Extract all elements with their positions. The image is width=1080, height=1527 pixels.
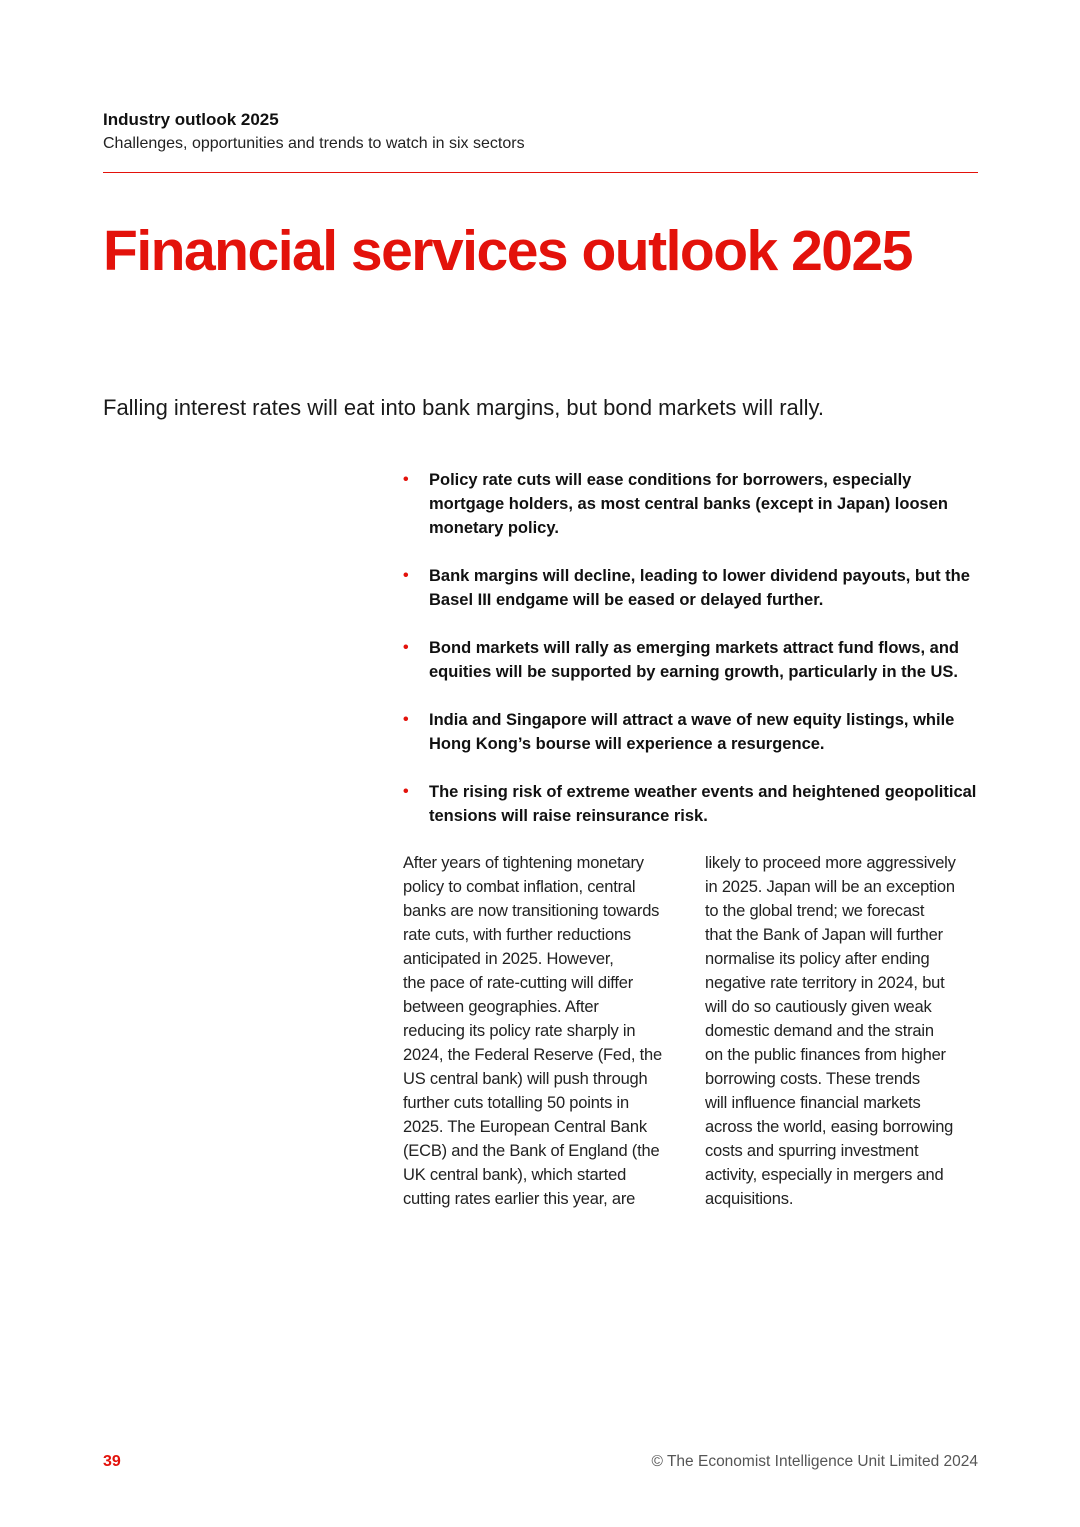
body-line: domestic demand and the strain: [705, 1022, 934, 1040]
body-line: rate cuts, with further reductions: [403, 926, 631, 944]
body-line: will do so cautiously given weak: [705, 998, 932, 1016]
body-line: acquisitions.: [705, 1190, 794, 1208]
page-number: 39: [103, 1453, 121, 1470]
report-title: Industry outlook 2025: [103, 110, 279, 129]
key-point-text: Bond markets will rally as emerging markets attract fund flows, and equities will be supported by earning growth, particularly in the US.: [429, 639, 959, 681]
body-line: between geographies. After: [403, 998, 599, 1016]
key-point: [403, 708, 983, 756]
body-line: in 2025. Japan will be an exception: [705, 878, 955, 896]
body-line: that the Bank of Japan will further: [705, 926, 943, 944]
body-column-2: [705, 851, 977, 1211]
body-line: reducing its policy rate sharply in: [403, 1022, 636, 1040]
body-line: further cuts totalling 50 points in: [403, 1094, 629, 1112]
body-line: negative rate territory in 2024, but: [705, 974, 945, 992]
key-point-text: Bank margins will decline, leading to lower dividend payouts, but the Basel III endgame will be eased or delayed further.: [429, 567, 970, 609]
body-line: cutting rates earlier this year, are: [403, 1190, 636, 1208]
body-line: 2025. The European Central Bank: [403, 1118, 647, 1136]
body-line: costs and spurring investment: [705, 1142, 919, 1160]
body-line: across the world, easing borrowing: [705, 1118, 954, 1136]
body-line: 2024, the Federal Reserve (Fed, the: [403, 1046, 662, 1064]
key-point-text: Policy rate cuts will ease conditions for borrowers, especially mortgage holders, as most central banks (except in Japan) loosen monetary policy.: [429, 471, 948, 537]
body-line: borrowing costs. These trends: [705, 1070, 920, 1088]
body-line: the pace of rate-cutting will differ: [403, 974, 634, 992]
key-point: [403, 780, 983, 828]
key-point: [403, 564, 983, 612]
bullet-icon: •: [403, 567, 409, 584]
standfirst: Falling interest rates will eat into bank margins, but bond markets will rally.: [103, 395, 825, 420]
bullet-icon: •: [403, 711, 409, 728]
body-line: banks are now transitioning towards: [403, 902, 660, 920]
header-divider: [103, 172, 978, 173]
body-line: policy to combat inflation, central: [403, 878, 636, 896]
key-point: [403, 468, 983, 540]
bullet-icon: •: [403, 471, 409, 488]
body-line: (ECB) and the Bank of England (the: [403, 1142, 660, 1160]
copyright-notice: © The Economist Intelligence Unit Limited 2024: [651, 1453, 978, 1470]
running-header: [103, 108, 978, 156]
body-column-1: [403, 851, 675, 1211]
body-line: to the global trend; we forecast: [705, 902, 925, 920]
body-line: on the public finances from higher: [705, 1046, 946, 1064]
body-line: will influence financial markets: [705, 1094, 921, 1112]
report-subtitle: Challenges, opportunities and trends to watch in six sectors: [103, 135, 525, 152]
key-point-text: The rising risk of extreme weather events and heightened geopolitical tensions will raise reinsurance risk.: [429, 783, 977, 825]
key-point-text: India and Singapore will attract a wave of new equity listings, while Hong Kong’s bourse will experience a resurgence.: [429, 711, 955, 753]
key-point: [403, 636, 983, 684]
body-line: anticipated in 2025. However,: [403, 950, 614, 968]
body-line: likely to proceed more aggressively: [705, 854, 956, 872]
key-points-list: [403, 468, 983, 852]
page-title: Financial services outlook 2025: [103, 219, 912, 283]
bullet-icon: •: [403, 639, 409, 656]
body-line: UK central bank), which started: [403, 1166, 627, 1184]
body-line: normalise its policy after ending: [705, 950, 930, 968]
body-text: [403, 851, 978, 1211]
body-line: After years of tightening monetary: [403, 854, 644, 872]
body-line: US central bank) will push through: [403, 1070, 648, 1088]
bullet-icon: •: [403, 783, 409, 800]
body-line: activity, especially in mergers and: [705, 1166, 944, 1184]
